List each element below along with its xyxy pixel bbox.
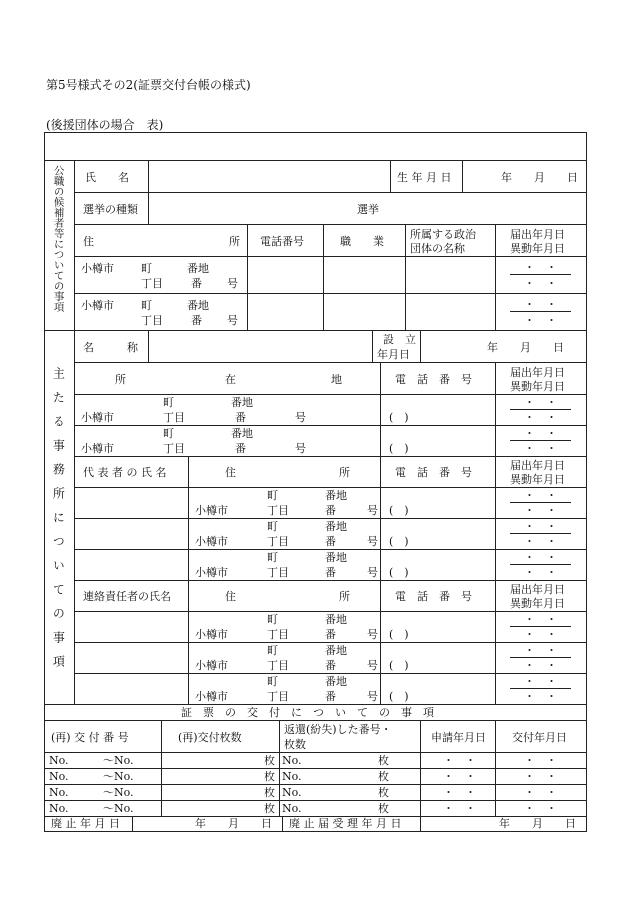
returned-cell-2[interactable]	[280, 769, 421, 785]
name-label: 氏 名	[85, 171, 129, 184]
town-text: 町	[141, 299, 152, 312]
candidate-occupation-2[interactable]	[324, 294, 406, 331]
change-date-dots: ・ ・	[524, 504, 557, 517]
representative-notify-3[interactable]	[496, 550, 586, 581]
representative-address-header	[189, 457, 381, 488]
contact-phone-1[interactable]	[381, 612, 496, 643]
date-dots: ・ ・	[524, 802, 557, 815]
city-text: 小樽市	[195, 566, 228, 579]
application-date-cell-1[interactable]	[421, 753, 496, 769]
phone-paren: ( )	[389, 628, 409, 641]
sheets-unit: 枚	[378, 754, 389, 767]
phone-paren: ( )	[389, 442, 409, 455]
candidate-phone-2[interactable]	[248, 294, 324, 331]
issue-date-label: 交付年月日	[512, 731, 567, 744]
sheets-unit: 枚	[378, 786, 389, 799]
date-dots: ・ ・	[524, 770, 557, 783]
sheets-unit: 枚	[264, 802, 275, 815]
notify-date-dots: ・ ・	[510, 298, 571, 312]
contact-address-1[interactable]	[189, 612, 381, 643]
no-label: No.	[282, 770, 302, 783]
town-text: 町	[267, 613, 278, 626]
contact-name-header	[75, 581, 189, 612]
town-text: 町	[267, 551, 278, 564]
office-name-label: 名 称	[83, 341, 138, 354]
candidate-address-row-1[interactable]	[75, 257, 248, 294]
contact-name-2[interactable]	[75, 643, 189, 674]
go-text: 号	[367, 690, 378, 703]
office-notify-header	[496, 363, 586, 395]
issue-count-cell-3[interactable]	[162, 785, 280, 801]
election-type-label: 選挙の種類	[83, 203, 138, 216]
ban-text: 番	[325, 566, 336, 579]
party-label-1: 所属する政治	[410, 228, 476, 241]
sheets-unit: 枚	[264, 754, 275, 767]
registry-form	[44, 132, 587, 832]
contact-phone-header	[381, 581, 496, 612]
notify-date-dots: ・ ・	[510, 261, 571, 275]
notify-date-dots: ・ ・	[510, 489, 571, 503]
banchi-text: 番地	[231, 396, 253, 409]
town-text: 町	[267, 675, 278, 688]
phone-label: 電話番号	[260, 235, 304, 248]
banchi-text: 番地	[325, 613, 347, 626]
city-text: 小樽市	[81, 411, 114, 424]
issuance-section-label: 証 票 の 交 付 に つ い て の 事 項	[181, 706, 434, 719]
representative-name-header	[75, 457, 189, 488]
returned-cell-4[interactable]	[280, 801, 421, 817]
representative-address-2[interactable]	[189, 519, 381, 550]
representative-phone-3[interactable]	[381, 550, 496, 581]
office-name-label-cell	[75, 331, 149, 363]
established-date-field[interactable]	[421, 331, 586, 363]
established-date-text: 年 月 日	[487, 341, 564, 354]
ban-text: 番	[235, 411, 246, 424]
phone-paren: ( )	[389, 411, 409, 424]
returned-label-1: 返還(紛失)した番号・	[284, 723, 392, 736]
representative-notify-2[interactable]	[496, 519, 586, 550]
city-text: 小樽市	[195, 504, 228, 517]
change-date-dots: ・ ・	[524, 535, 557, 548]
phone-paren: ( )	[389, 504, 409, 517]
established-label-2: 年月日	[377, 348, 410, 361]
issue-count-cell-4[interactable]	[162, 801, 280, 817]
issue-count-label: (再)交付枚数	[178, 731, 242, 744]
notify-date-dots: ・ ・	[510, 427, 571, 441]
office-location-row-1[interactable]	[75, 395, 381, 426]
chome-text: 丁目	[163, 442, 185, 455]
issue-number-cell-3[interactable]	[45, 785, 162, 801]
issue-number-label: (再) 交 付 番 号	[51, 731, 129, 744]
location-label-2: 在	[225, 373, 236, 386]
go-text: 号	[227, 314, 238, 327]
chome-text: 丁目	[267, 566, 289, 579]
banchi-text: 番地	[325, 489, 347, 502]
representative-phone-header	[381, 457, 496, 488]
address-label-1: 住	[225, 590, 236, 603]
notify-label-1: 届出年月日	[510, 366, 565, 379]
city-text: 小樽市	[195, 659, 228, 672]
no-label: No.	[49, 802, 69, 815]
notify-date-dots: ・ ・	[510, 675, 571, 689]
town-text: 町	[163, 396, 174, 409]
receipt-date-label: 廃 止 届 受 理 年 月 日	[289, 817, 402, 830]
tilde-no-label: 〜No.	[103, 754, 134, 767]
date-dots: ・ ・	[524, 754, 557, 767]
office-location-row-2[interactable]	[75, 426, 381, 457]
party-header-cell	[406, 225, 496, 257]
office-location-header	[75, 363, 381, 395]
application-date-cell-4[interactable]	[421, 801, 496, 817]
office-phone-header	[381, 363, 496, 395]
candidate-phone-1[interactable]	[248, 257, 324, 294]
election-type-label-cell	[75, 193, 149, 225]
representative-phone-1[interactable]	[381, 488, 496, 519]
occupation-header-cell	[324, 225, 406, 257]
candidate-section-header	[45, 161, 75, 331]
go-text: 号	[367, 566, 378, 579]
go-text: 号	[295, 411, 306, 424]
issue-date-cell-2[interactable]	[496, 769, 586, 785]
address-label-2: 所	[229, 235, 240, 248]
issue-number-cell-4[interactable]	[45, 801, 162, 817]
address-header-cell	[75, 225, 248, 257]
phone-paren: ( )	[389, 659, 409, 672]
change-date-dots: ・ ・	[524, 411, 557, 424]
change-date-dots: ・ ・	[524, 277, 557, 290]
sheets-unit: 枚	[378, 770, 389, 783]
no-label: No.	[49, 754, 69, 767]
notify-label-1: 届出年月日	[510, 228, 565, 241]
town-text: 町	[267, 489, 278, 502]
address-label-1: 住	[225, 466, 236, 479]
notify-date-dots: ・ ・	[510, 613, 571, 627]
contact-phone-2[interactable]	[381, 643, 496, 674]
application-date-cell-3[interactable]	[421, 785, 496, 801]
representative-name-1[interactable]	[75, 488, 189, 519]
phone-header-cell	[248, 225, 324, 257]
notify-label-2: 異動年月日	[510, 242, 565, 255]
office-name-field[interactable]	[149, 331, 373, 363]
date-dots: ・ ・	[443, 754, 476, 767]
tilde-no-label: 〜No.	[103, 786, 134, 799]
notify-header-cell	[496, 225, 586, 257]
notify-label-2: 異動年月日	[510, 597, 565, 610]
go-text: 号	[367, 659, 378, 672]
candidate-occupation-1[interactable]	[324, 257, 406, 294]
chome-text: 丁目	[163, 411, 185, 424]
birth-date-field[interactable]	[463, 161, 586, 193]
contact-address-header	[189, 581, 381, 612]
established-label-1: 設 立	[383, 333, 416, 346]
election-suffix: 選挙	[357, 203, 379, 216]
notify-label-1: 届出年月日	[510, 583, 565, 596]
address-label-2: 所	[339, 590, 350, 603]
issue-date-cell-3[interactable]	[496, 785, 586, 801]
representative-address-3[interactable]	[189, 550, 381, 581]
representative-name-2[interactable]	[75, 519, 189, 550]
phone-label: 電 話 番 号	[395, 590, 472, 603]
notify-date-dots: ・ ・	[510, 396, 571, 410]
no-label: No.	[282, 786, 302, 799]
notify-label-2: 異動年月日	[510, 380, 565, 393]
town-text: 町	[163, 427, 174, 440]
candidate-notify-1[interactable]	[496, 257, 586, 294]
banchi-text: 番地	[325, 520, 347, 533]
chome-text: 丁目	[267, 690, 289, 703]
go-text: 号	[227, 277, 238, 290]
sheets-unit: 枚	[264, 770, 275, 783]
contact-notify-header	[496, 581, 586, 612]
notify-date-dots: ・ ・	[510, 520, 571, 534]
candidate-section-label: 公職の候補者等についての事項	[52, 165, 65, 312]
contact-name-3[interactable]	[75, 674, 189, 705]
returned-cell-3[interactable]	[280, 785, 421, 801]
notify-date-dots: ・ ・	[510, 551, 571, 565]
ban-text: 番	[191, 277, 202, 290]
issue-date-header	[496, 721, 586, 753]
application-date-label: 申請年月日	[431, 731, 486, 744]
sheets-unit: 枚	[264, 786, 275, 799]
city-text: 小樽市	[81, 442, 114, 455]
location-label-1: 所	[115, 373, 126, 386]
banchi-text: 番地	[325, 644, 347, 657]
abolish-date-label: 廃 止 年 月 日	[51, 817, 120, 830]
contact-notify-2[interactable]	[496, 643, 586, 674]
banchi-text: 番地	[325, 551, 347, 564]
birth-date-text: 年 月 日	[501, 171, 578, 184]
go-text: 号	[367, 628, 378, 641]
birth-label: 生 年 月 日	[397, 171, 452, 184]
issue-date-cell-1[interactable]	[496, 753, 586, 769]
no-label: No.	[282, 754, 302, 767]
receipt-date-text: 年 月 日	[499, 817, 576, 830]
chome-text: 丁目	[267, 504, 289, 517]
returned-label-2: 枚数	[284, 738, 306, 751]
office-section-label: 主たる事務所についての事項	[51, 367, 66, 679]
town-text: 町	[141, 262, 152, 275]
returned-cell-1[interactable]	[280, 753, 421, 769]
contact-notify-3[interactable]	[496, 674, 586, 705]
contact-address-3[interactable]	[189, 674, 381, 705]
name-field[interactable]	[149, 161, 391, 193]
change-date-dots: ・ ・	[524, 314, 557, 327]
date-dots: ・ ・	[524, 786, 557, 799]
phone-paren: ( )	[389, 690, 409, 703]
chome-text: 丁目	[141, 277, 163, 290]
contact-label: 連絡責任者の氏名	[83, 590, 171, 603]
ban-text: 番	[325, 690, 336, 703]
phone-paren: ( )	[389, 535, 409, 548]
receipt-date-field[interactable]	[421, 817, 586, 831]
issue-date-cell-4[interactable]	[496, 801, 586, 817]
city-text: 小樽市	[195, 535, 228, 548]
banchi-text: 番地	[187, 262, 209, 275]
notify-label-1: 届出年月日	[510, 459, 565, 472]
ban-text: 番	[325, 628, 336, 641]
abolish-date-text: 年 月 日	[195, 817, 272, 830]
date-dots: ・ ・	[443, 770, 476, 783]
tilde-no-label: 〜No.	[103, 802, 134, 815]
representative-name-3[interactable]	[75, 550, 189, 581]
no-label: No.	[49, 770, 69, 783]
sheets-unit: 枚	[378, 802, 389, 815]
banchi-text: 番地	[187, 299, 209, 312]
notify-date-dots: ・ ・	[510, 644, 571, 658]
ban-text: 番	[325, 659, 336, 672]
change-date-dots: ・ ・	[524, 690, 557, 703]
contact-name-1[interactable]	[75, 612, 189, 643]
notify-label-2: 異動年月日	[510, 473, 565, 486]
representative-notify-header	[496, 457, 586, 488]
change-date-dots: ・ ・	[524, 659, 557, 672]
ban-text: 番	[235, 442, 246, 455]
city-text: 小樽市	[81, 299, 114, 312]
name-label-cell	[75, 161, 149, 193]
phone-label: 電 話 番 号	[395, 466, 472, 479]
go-text: 号	[295, 442, 306, 455]
established-label-cell	[373, 331, 421, 363]
city-text: 小樽市	[195, 628, 228, 641]
banchi-text: 番地	[325, 675, 347, 688]
returned-header	[280, 721, 421, 753]
city-text: 小樽市	[81, 262, 114, 275]
abolish-date-field[interactable]	[133, 817, 283, 831]
office-notify-2[interactable]	[496, 426, 586, 457]
banchi-text: 番地	[231, 427, 253, 440]
occupation-label: 職 業	[340, 235, 384, 248]
date-dots: ・ ・	[443, 802, 476, 815]
representative-address-1[interactable]	[189, 488, 381, 519]
no-label: No.	[49, 786, 69, 799]
representative-phone-2[interactable]	[381, 519, 496, 550]
ban-text: 番	[325, 504, 336, 517]
candidate-notify-2[interactable]	[496, 294, 586, 331]
city-text: 小樽市	[195, 690, 228, 703]
ban-text: 番	[191, 314, 202, 327]
town-text: 町	[267, 520, 278, 533]
change-date-dots: ・ ・	[524, 566, 557, 579]
issue-number-cell-1[interactable]	[45, 753, 162, 769]
issue-number-header	[45, 721, 162, 753]
tilde-no-label: 〜No.	[103, 770, 134, 783]
candidate-party-2[interactable]	[406, 294, 496, 331]
contact-notify-1[interactable]	[496, 612, 586, 643]
change-date-dots: ・ ・	[524, 442, 557, 455]
blank-header-row	[45, 133, 586, 161]
no-label: No.	[282, 802, 302, 815]
application-date-cell-2[interactable]	[421, 769, 496, 785]
application-date-header	[421, 721, 496, 753]
candidate-party-1[interactable]	[406, 257, 496, 294]
ban-text: 番	[325, 535, 336, 548]
election-type-field[interactable]	[149, 193, 586, 225]
issue-count-cell-2[interactable]	[162, 769, 280, 785]
office-phone-1[interactable]	[381, 395, 496, 426]
location-label-3: 地	[331, 373, 342, 386]
contact-phone-3[interactable]	[381, 674, 496, 705]
change-date-dots: ・ ・	[524, 628, 557, 641]
candidate-address-row-2[interactable]	[75, 294, 248, 331]
office-phone-2[interactable]	[381, 426, 496, 457]
form-title: 第5号様式その2(証票交付台帳の様式)	[46, 78, 251, 92]
birth-label-cell	[391, 161, 463, 193]
office-notify-1[interactable]	[496, 395, 586, 426]
contact-address-2[interactable]	[189, 643, 381, 674]
form-subtitle: (後援団体の場合 表)	[46, 118, 164, 132]
go-text: 号	[367, 504, 378, 517]
town-text: 町	[267, 644, 278, 657]
representative-notify-1[interactable]	[496, 488, 586, 519]
issue-count-cell-1[interactable]	[162, 753, 280, 769]
party-label-2: 団体の名称	[410, 242, 465, 255]
date-dots: ・ ・	[443, 786, 476, 799]
chome-text: 丁目	[267, 628, 289, 641]
go-text: 号	[367, 535, 378, 548]
phone-paren: ( )	[389, 566, 409, 579]
office-phone-label: 電 話 番 号	[395, 373, 472, 386]
representative-label: 代 表 者 の 氏 名	[83, 466, 167, 479]
issue-number-cell-2[interactable]	[45, 769, 162, 785]
receipt-date-label-cell	[283, 817, 421, 831]
address-label-2: 所	[339, 466, 350, 479]
chome-text: 丁目	[141, 314, 163, 327]
issuance-section-header	[45, 705, 586, 721]
chome-text: 丁目	[267, 659, 289, 672]
abolish-date-label-cell	[45, 817, 133, 831]
address-label-1: 住	[83, 235, 94, 248]
issue-count-header	[162, 721, 280, 753]
office-section-header	[45, 331, 75, 705]
chome-text: 丁目	[267, 535, 289, 548]
